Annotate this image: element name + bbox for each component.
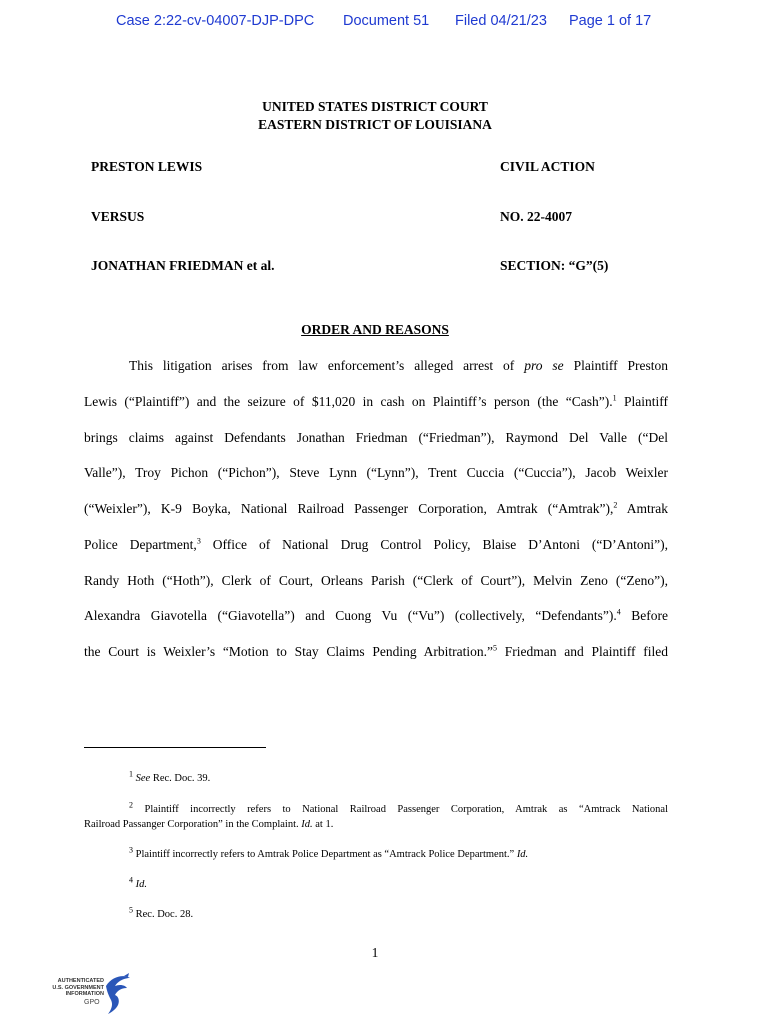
- caption-versus: VERSUS: [91, 209, 145, 224]
- footnote-separator: [84, 747, 266, 748]
- body-line-9: the Court is Weixler’s “Motion to Stay Claims Pending Arbitration.”$^5$ Friedman and Plaintiff filed: [84, 643, 668, 659]
- page-number: 1: [371, 945, 379, 960]
- filed-date: Filed 04/21/23: [455, 13, 547, 29]
- body-line-4: Valle”), Troy Pichon (“Pichon”), Steve Lynn (“Lynn”), Trent Cuccia (“Cuccia”), Jacob Weixler: [84, 465, 668, 480]
- ecf-header: [0, 13, 770, 33]
- eagle-icon: [102, 972, 134, 1016]
- gpo-authentication-logo: [44, 972, 134, 1016]
- body-line-1: This litigation arises from law enforcement’s alleged arrest of pro se Plaintiff Preston: [129, 358, 669, 373]
- footnote-ref-1[interactable]: 1: [612, 393, 617, 403]
- caption-defendant: JONATHAN FRIEDMAN et al.: [91, 258, 275, 273]
- footnote-1: $^1$ See Rec. Doc. 39.: [129, 769, 211, 784]
- court-heading: [0, 98, 750, 134]
- page-count: Page 1 of 17: [569, 13, 652, 29]
- footnote-ref-5[interactable]: 5: [493, 643, 498, 653]
- body-line-5: (“Weixler”), K-9 Boyka, National Railroad Passenger Corporation, Amtrak (“Amtrak”),$^2$ Amtrak: [84, 500, 669, 516]
- caption-case-no: NO. 22-4007: [500, 209, 572, 224]
- footnote-4: $^4$ Id.: [129, 875, 147, 890]
- caption-plaintiff: PRESTON LEWIS: [91, 159, 203, 174]
- court-name: UNITED STATES DISTRICT COURT: [262, 99, 488, 114]
- footnote-ref-3[interactable]: 3: [196, 536, 201, 546]
- footnote-5: $^5$ Rec. Doc. 28.: [129, 905, 194, 920]
- document-number: Document 51: [343, 13, 430, 29]
- logo-gpo-label: GPO: [84, 999, 100, 1006]
- footnote-ref-2[interactable]: 2: [613, 500, 618, 510]
- body-line-2: Lewis (“Plaintiff”) and the seizure of $11,020 in cash on Plaintiff’s person (the “Cash”).$^1$ Plaintiff: [84, 393, 668, 409]
- logo-text: AUTHENTICATED U.S. GOVERNMENT INFORMATION: [52, 978, 104, 997]
- caption-action: CIVIL ACTION: [500, 159, 595, 174]
- footnote-3: $^3$ Plaintiff incorrectly refers to Amtrak Police Department as “Amtrack Police Department.” Id.: [129, 845, 529, 860]
- body-line-7: Randy Hoth (“Hoth”), Clerk of Court, Orleans Parish (“Clerk of Court”), Melvin Zeno (“Zeno”),: [84, 573, 668, 588]
- body-line-8: Alexandra Giavotella (“Giavotella”) and Cuong Vu (“Vu”) (collectively, “Defendants”).$^4$ Before: [84, 607, 668, 623]
- caption-section: SECTION: “G”(5): [500, 258, 609, 273]
- footnote-2: $^2$ Plaintiff incorrectly refers to National Railroad Passenger Corporation, Amtrak as “Amtrack National Railroad Passanger Corporation” in the Complaint. Id. at 1.: [84, 800, 668, 830]
- order-title: ORDER AND REASONS: [301, 322, 449, 337]
- case-number: Case 2:22-cv-04007-DJP-DPC: [116, 13, 315, 29]
- court-district: EASTERN DISTRICT OF LOUISIANA: [258, 117, 492, 132]
- body-line-3: brings claims against Defendants Jonathan Friedman (“Friedman”), Raymond Del Valle (“Del: [84, 430, 668, 445]
- footnote-ref-4[interactable]: 4: [616, 607, 621, 617]
- body-line-6: Police Department,$^3$ Office of National Drug Control Policy, Blaise D’Antoni (“D’Antoni”),: [84, 536, 669, 552]
